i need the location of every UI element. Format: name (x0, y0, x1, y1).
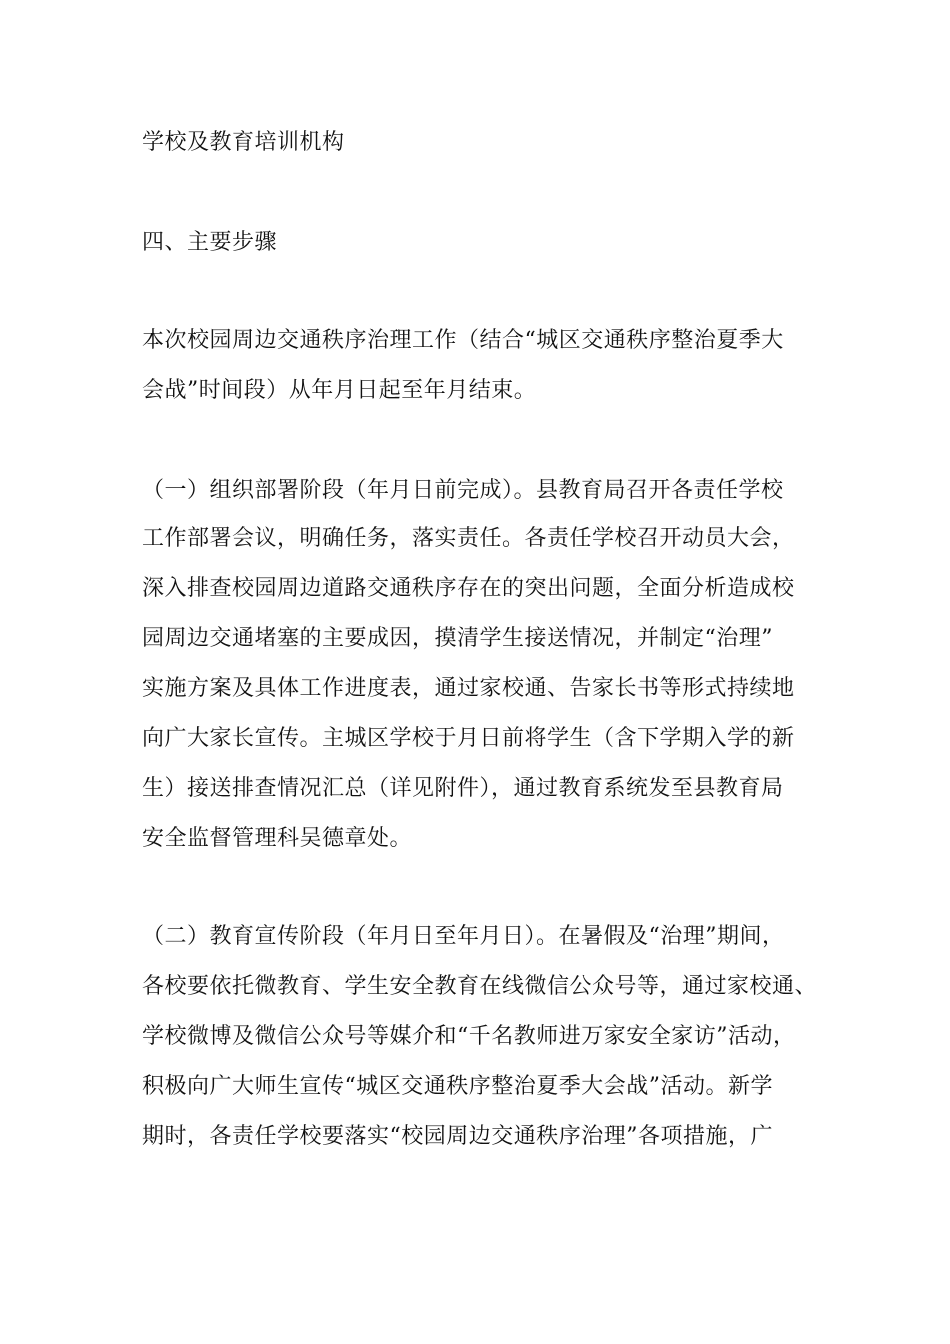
scope-heading: 学校及教育培训机构 (142, 130, 345, 155)
para2-line-2: 各校要依托微教育、学生安全教育在线微信公众号等，通过家校通、 (142, 974, 818, 999)
para2-line-1: （二）教育宣传阶段（年月日至年月日）。在暑假及“治理”期间， (142, 924, 785, 949)
section-heading: 四、主要步骤 (142, 230, 278, 255)
para1-line-3: 深入排查校园周边道路交通秩序存在的突出问题，全面分析造成校 (142, 576, 795, 601)
para1-line-5: 实施方案及具体工作进度表，通过家校通、告家长书等形式持续地 (142, 676, 795, 701)
intro-line-1: 本次校园周边交通秩序治理工作（结合“城区交通秩序整治夏季大 (142, 328, 784, 353)
para1-line-4: 园周边交通堵塞的主要成因，摸清学生接送情况，并制定“治理” (142, 626, 773, 651)
para2-line-4: 积极向广大师生宣传“城区交通秩序整治夏季大会战”活动。新学 (142, 1074, 773, 1099)
intro-line-2: 会战”时间段）从年月日起至年月结束。 (142, 378, 537, 403)
para2-line-3: 学校微博及微信公众号等媒介和“千名教师进万家安全家访”活动， (142, 1024, 796, 1049)
para1-line-1: （一）组织部署阶段（年月日前完成）。县教育局召开各责任学校 (142, 478, 784, 503)
para1-line-7: 生）接送排查情况汇总（详见附件），通过教育系统发至县教育局 (142, 776, 784, 801)
para1-line-2: 工作部署会议，明确任务，落实责任。各责任学校召开动员大会， (142, 526, 795, 551)
para1-line-6: 向广大家长宣传。主城区学校于月日前将学生（含下学期入学的新 (142, 726, 795, 751)
para1-line-8: 安全监督管理科吴德章处。 (142, 826, 413, 851)
para2-line-5: 期时，各责任学校要落实“校园周边交通秩序治理”各项措施，广 (142, 1124, 773, 1149)
